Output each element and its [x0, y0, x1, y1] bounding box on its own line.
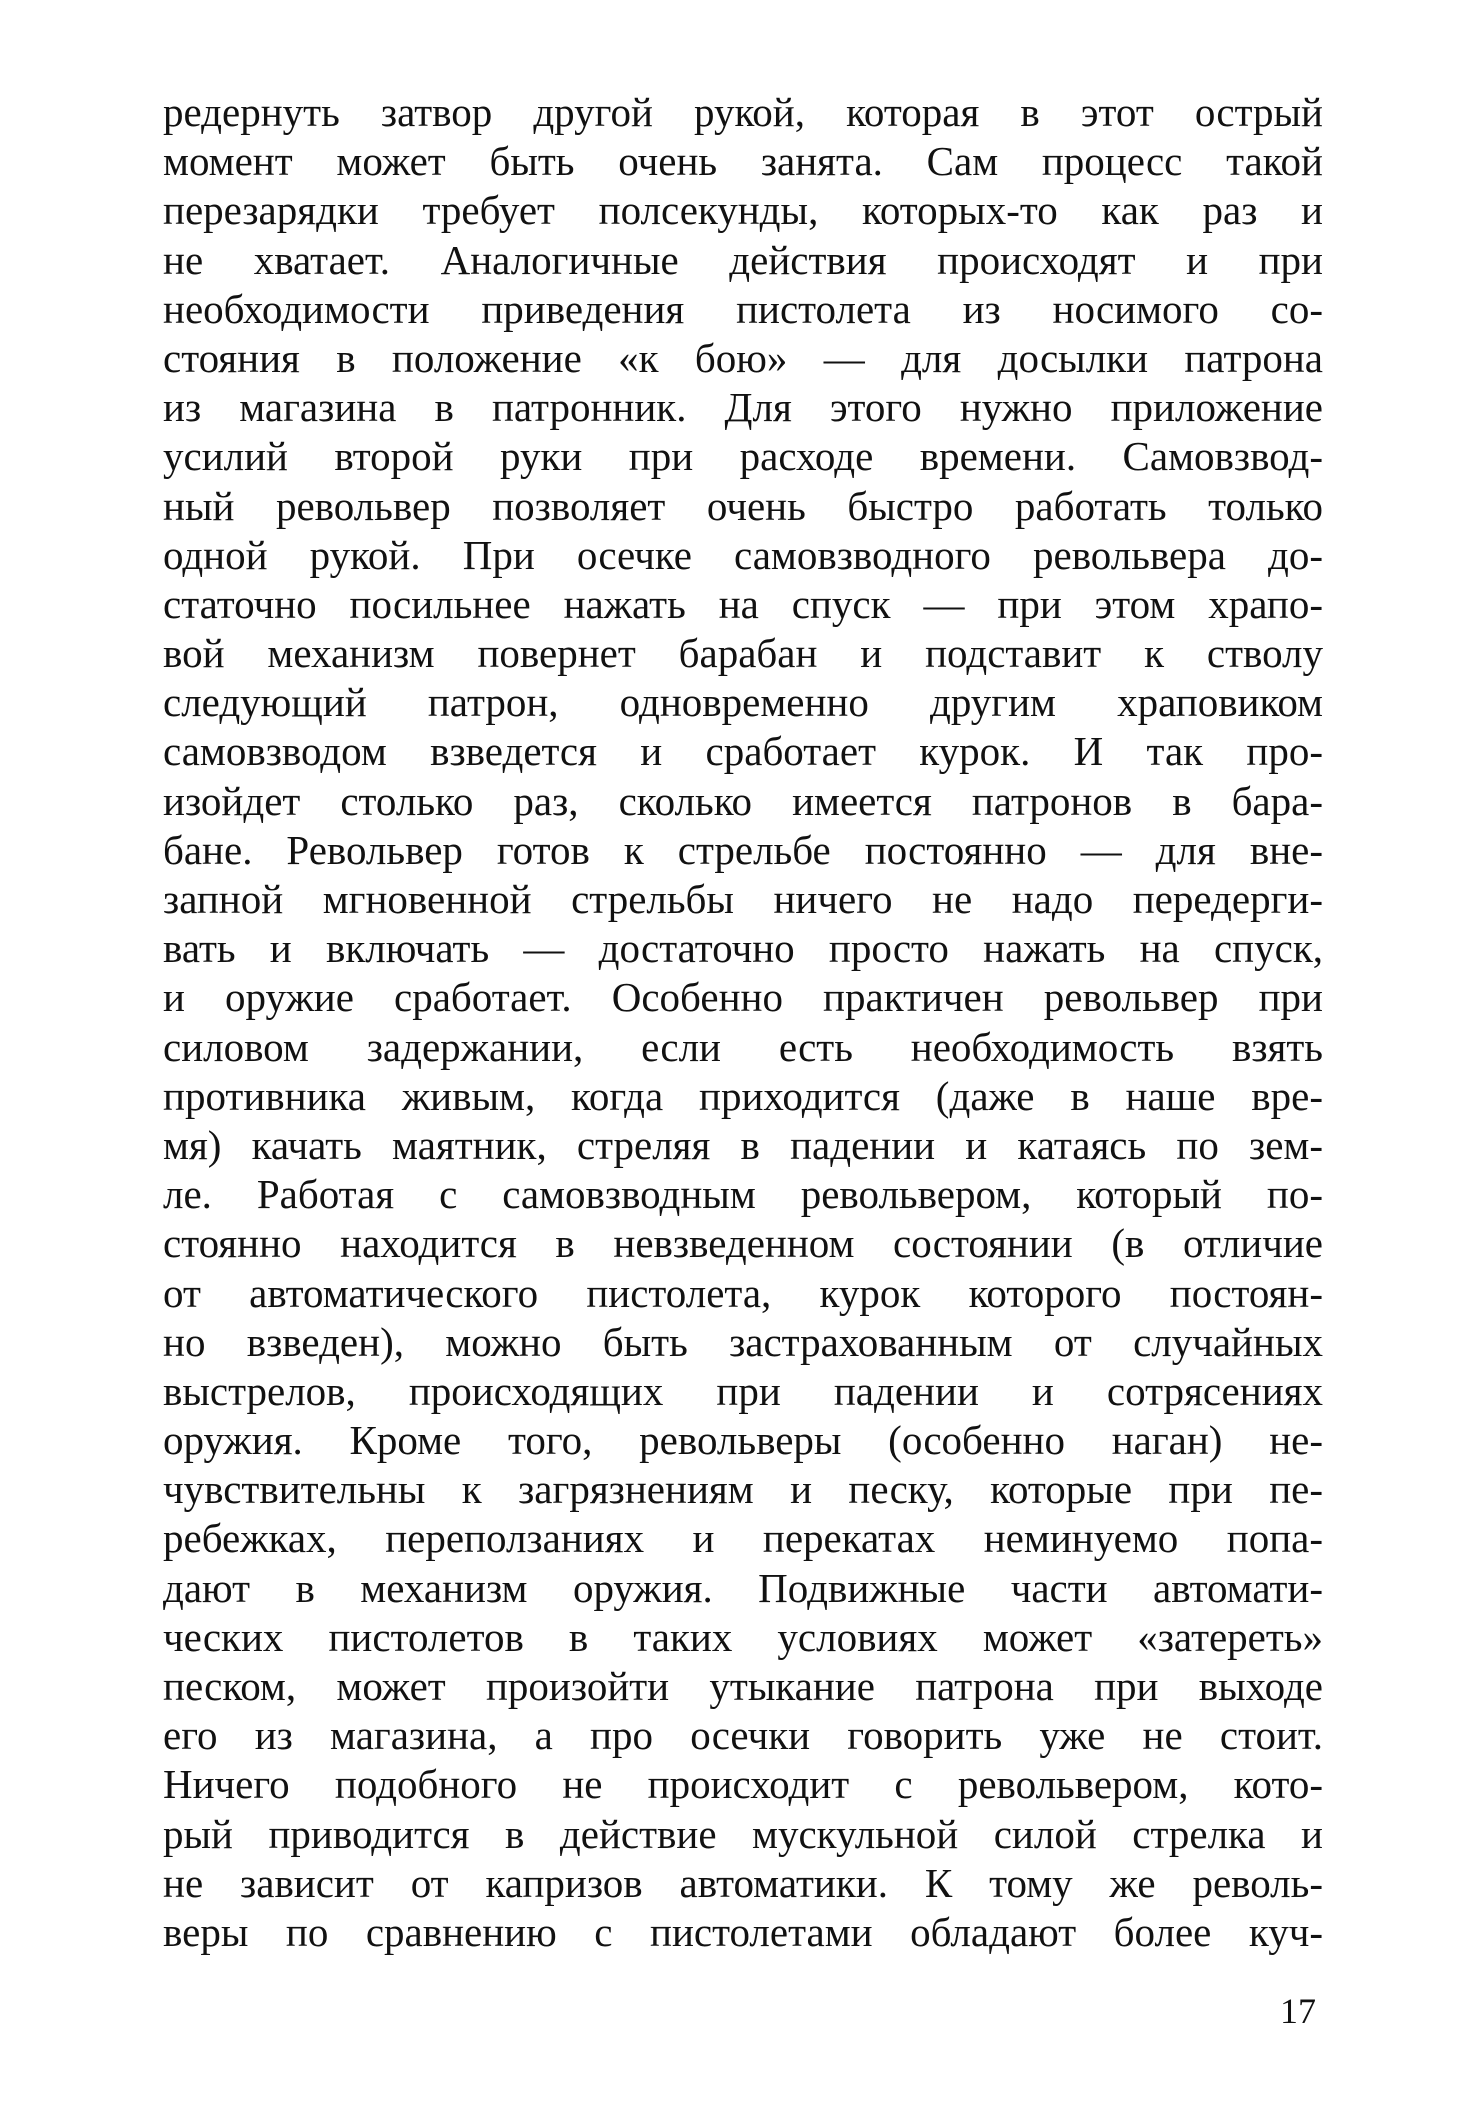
text-line: изойдет столько раз, сколько имеется патронов в бара-: [163, 777, 1323, 824]
text-line: веры по сравнению с пистолетами обладают более куч-: [163, 1908, 1323, 1955]
text-line: песком, может произойти утыкание патрона при выходе: [163, 1663, 1323, 1709]
text-line: необходимости приведения пистолета из носимого со-: [163, 285, 1323, 332]
text-line: рый приводится в действие мускульной силой стрелка и: [163, 1810, 1323, 1857]
text-line: силовом задержании, если есть необходимость взять: [163, 1023, 1323, 1070]
text-line: не хватает. Аналогичные действия происходят и при: [163, 236, 1323, 283]
page-number: 17: [1280, 1991, 1316, 2031]
text-line: бане. Револьвер готов к стрельбе постоянно — для вне-: [163, 826, 1323, 873]
text-line: ребежках, переползаниях и перекатах неминуемо попа-: [163, 1515, 1323, 1562]
text-line: запной мгновенной стрельбы ничего не надо передерги-: [163, 876, 1323, 922]
text-line: ле. Работая с самовзводным револьвером, который по-: [163, 1171, 1323, 1218]
text-line: противника живым, когда приходится (даже в наше вре-: [163, 1072, 1323, 1119]
text-line: но взведен), можно быть застрахованным от случайных: [163, 1318, 1323, 1365]
text-line: стояния в положение «к бою» — для досылки патрона: [163, 334, 1323, 381]
text-line: Ничего подобного не происходит с револьвером, кото-: [163, 1761, 1323, 1808]
text-line: ческих пистолетов в таких условиях может «затереть»: [163, 1613, 1323, 1660]
text-line: вой механизм повернет барабан и подставит к стволу: [163, 630, 1323, 677]
text-line: самовзводом взведется и сработает курок. И так про-: [163, 728, 1323, 775]
text-line: дают в механизм оружия. Подвижные части автомати-: [163, 1564, 1323, 1611]
text-line: его из магазина, а про осечки говорить уже не стоит.: [163, 1712, 1323, 1759]
text-line: и оружие сработает. Особенно практичен револьвер при: [163, 974, 1323, 1021]
text-line: выстрелов, происходящих при падении и сотрясениях: [163, 1367, 1323, 1414]
text-line: момент может быть очень занята. Сам процесс такой: [163, 138, 1323, 185]
text-line: стоянно находится в невзведенном состоянии (в отличие: [163, 1220, 1323, 1267]
text-line: усилий второй руки при расходе времени. Самовзвод-: [163, 433, 1323, 480]
text-line: перезарядки требует полсекунды, которых-то как раз и: [163, 187, 1323, 234]
text-line: статочно посильнее нажать на спуск — при этом храпо-: [163, 580, 1323, 627]
text-line: не зависит от капризов автоматики. К тому же револь-: [163, 1859, 1323, 1906]
text-line: из магазина в патронник. Для этого нужно приложение: [163, 384, 1323, 431]
text-line: мя) качать маятник, стреляя в падении и катаясь по зем-: [163, 1121, 1323, 1168]
text-line: от автоматического пистолета, курок которого постоян-: [163, 1269, 1323, 1316]
text-line: оружия. Кроме того, револьверы (особенно наган) не-: [163, 1417, 1323, 1464]
text-line: редернуть затвор другой рукой, которая в этот острый: [163, 89, 1323, 135]
body-text: [163, 88, 1323, 1957]
text-line: одной рукой. При осечке самовзводного револьвера до-: [163, 531, 1323, 578]
text-line: ный револьвер позволяет очень быстро работать только: [163, 482, 1323, 529]
text-line: следующий патрон, одновременно другим храповиком: [163, 679, 1323, 726]
text-line: чувствительны к загрязнениям и песку, которые при пе-: [163, 1466, 1323, 1513]
text-line: вать и включать — достаточно просто нажать на спуск,: [163, 925, 1323, 972]
